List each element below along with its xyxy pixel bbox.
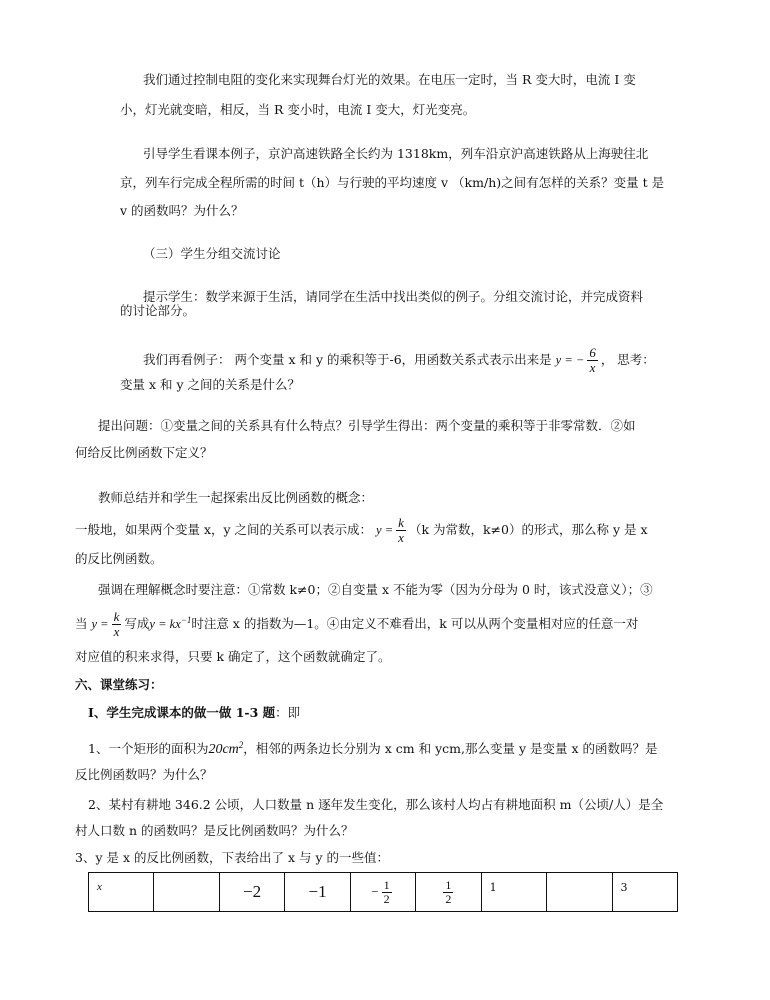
equation-kx-inverse: y = kx [149, 617, 181, 632]
fraction-numerator: 6 [589, 345, 596, 360]
example-text: 我们再看例子： 两个变量 x 和 y 的乘积等于-6，用函数关系式表示出来是 [143, 352, 552, 367]
paragraph-question-1: 提出问题：①变量之间的关系具有什么特点？引导学生得出：两个变量的乘积等于非零常数．②如 [98, 418, 636, 433]
area-exponent: 2 [238, 740, 244, 750]
emphasis-rest: 时注意 x 的指数为—1。④由定义不难看出，k 可以从两个变量相对应的任意一对 [191, 616, 639, 632]
equation-y-equals: y = [91, 617, 109, 632]
fraction-denominator: x [589, 360, 596, 375]
exponent-minus-one: −1 [180, 615, 192, 625]
fraction-numerator: k [398, 515, 404, 530]
fraction-6-over-x [587, 346, 598, 375]
table-cell [481, 873, 546, 912]
area-value: 20cm [208, 742, 239, 758]
paragraph-hint-1: 提示学生：数学来源于生活，请同学在生活中找出类似的例子。分组交流讨论，并完成资料 [143, 289, 644, 304]
equation-y-equals: y = [376, 523, 394, 537]
equation-y-minus: y = − [555, 353, 585, 367]
exercise-2-line-1: 2、某村有耕地 346.2 公顷，人口数量 n 逐年发生变化，那么该村人均占有耕地面积 m（公顷/人）是全 [88, 797, 664, 812]
table-cell [350, 873, 415, 912]
fraction-numerator: 1 [383, 877, 390, 892]
paragraph-definition-1 [75, 512, 648, 548]
paragraph-question-2: 何给反比例函数下定义？ [75, 445, 213, 460]
cell-label-x: x [97, 881, 102, 893]
table-cell [416, 873, 481, 912]
fraction-denominator: x [398, 530, 404, 545]
exercise-intro-bold: I、学生完成课本的做一做 1-3 题 [88, 705, 276, 720]
paragraph-stage-lights-1: 我们通过控制电阻的变化来实现舞台灯光的效果。在电压一定时，当 R 变大时，电流 I 变 [143, 72, 636, 87]
exercise-1-line-1 [88, 737, 658, 758]
paragraph-railway-1: 引导学生看课本例子，京沪高速铁路全长约为 1318km，列车沿京沪高速铁路从上海驶往北 [143, 146, 649, 161]
exercise-2-line-2: 村人口数 n 的函数吗？是反比例函数吗？为什么？ [75, 823, 354, 838]
table-row [89, 873, 678, 912]
emphasis-write-as: 写成 [124, 616, 150, 632]
cell-fraction-negative [351, 873, 415, 911]
paragraph-emphasis-1: 强调在理解概念时要注意：①常数 k≠0；②自变量 x 不能为零（因为分母为 0 时，该式没意义）；③ [98, 582, 653, 597]
table-cell [219, 873, 284, 912]
definition-text: 一般地，如果两个变量 x，y 之间的关系可以表示成： [75, 522, 373, 537]
definition-condition: （k 为常数，k≠0）的形式，那么称 y 是 x [408, 522, 648, 537]
fraction-one-half [443, 879, 453, 906]
paragraph-definition-2: 的反比例函数。 [75, 551, 163, 566]
exercise-intro-rest: ：即 [275, 705, 301, 720]
cell-fraction-positive [416, 873, 480, 911]
exercise-intro [88, 705, 300, 721]
fraction-numerator: k [113, 609, 120, 625]
paragraph-hint-2: 的讨论部分。 [120, 303, 196, 318]
fraction-denominator: 2 [445, 891, 452, 906]
cell-value: −2 [243, 882, 262, 901]
fraction-denominator: x [113, 624, 120, 640]
fraction-one-half [382, 879, 392, 906]
table-cell [89, 873, 154, 912]
table-cell [285, 873, 350, 912]
exercise-1-rest: ，相邻的两条边长分别为 x cm 和 ycm,那么变量 y 是变量 x 的函数吗？是 [243, 741, 658, 757]
section-heading-practice: 六、课堂练习： [75, 677, 163, 692]
paragraph-railway-3: v 的函数吗？为什么？ [120, 203, 244, 218]
fraction-denominator: 2 [383, 891, 390, 906]
cell-value: 3 [620, 881, 628, 894]
paragraph-railway-2: 京，列车行完成全程所需的时间 t（h）与行驶的平均速度 v （km/h)之间有怎样的关系？变量 t 是 [120, 175, 665, 190]
paragraph-example-2: 变量 x 和 y 之间的关系是什么？ [120, 377, 301, 392]
fraction-numerator: 1 [445, 877, 452, 892]
paragraph-emphasis-3: 对应值的积来求得，只要 k 确定了，这个函数就确定了。 [75, 649, 391, 664]
paragraph-stage-lights-2: 小，灯光就变暗，相反，当 R 变小时，电流 I 变大，灯光变亮。 [120, 102, 476, 117]
xy-value-table [88, 872, 678, 912]
table-cell [154, 873, 219, 912]
section-heading-group-discussion: （三）学生分组交流讨论 [143, 246, 281, 261]
cell-value: −1 [308, 882, 327, 901]
exercise-1-line-2: 反比例函数吗？为什么？ [75, 767, 213, 782]
emphasis-when: 当 [75, 616, 88, 632]
paragraph-example-1 [143, 342, 655, 378]
paragraph-emphasis-2 [75, 602, 638, 642]
paragraph-summary: 教师总结并和学生一起探索出反比例函数的概念： [98, 490, 374, 505]
table-cell [612, 873, 678, 912]
exercise-3-line: 3、y 是 x 的反比例函数，下表给出了 x 与 y 的一些值： [75, 850, 389, 865]
fraction-k-over-x [112, 610, 122, 639]
cell-value: 1 [489, 881, 497, 894]
exercise-1-text: 1、一个矩形的面积为 [88, 741, 209, 757]
table-cell [547, 873, 612, 912]
example-think: ， 思考： [600, 352, 655, 367]
minus-sign: − [371, 884, 379, 899]
fraction-k-over-x [396, 516, 406, 545]
